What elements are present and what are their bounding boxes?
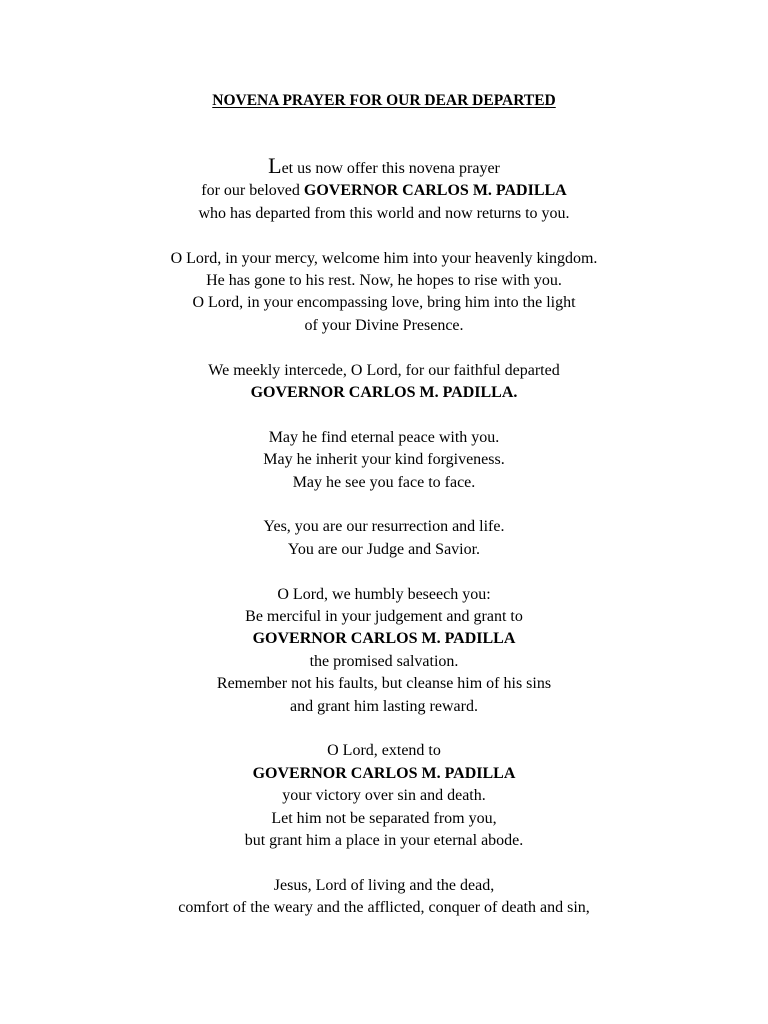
stanza-1-line-2-prefix: for our beloved: [201, 182, 304, 200]
stanza-7-line-1: O Lord, extend to: [327, 742, 441, 760]
stanza-gap: [0, 404, 768, 426]
stanza-6-line-5: Remember not his faults, but cleanse him of his sins: [216, 675, 552, 693]
drop-cap-letter: L: [268, 153, 282, 178]
stanza-gap: [0, 337, 768, 359]
governor-name: GOVERNOR CARLOS M. PADILLA: [303, 182, 567, 200]
stanza-1-line-1: [0, 155, 768, 180]
prayer-body: [0, 155, 768, 920]
stanza-4-line-2: May he inherit your kind forgiveness.: [263, 451, 505, 469]
stanza-gap: [0, 494, 768, 516]
governor-name: GOVERNOR CARLOS M. PADILLA.: [250, 384, 518, 402]
stanza-7-line-4: Let him not be separated from you,: [271, 809, 497, 827]
stanza-2-line-1: O Lord, in your mercy, welcome him into your heavenly kingdom.: [170, 249, 598, 267]
stanza-3-line-1: We meekly intercede, O Lord, for our faithful departed: [208, 361, 560, 379]
document-title: NOVENA PRAYER FOR OUR DEAR DEPARTED: [212, 92, 556, 109]
stanza-2-line-2: He has gone to his rest. Now, he hopes to rise with you.: [206, 272, 562, 290]
stanza-2-line-4: of your Divine Presence.: [304, 316, 464, 334]
stanza-1-line-1-text: et us now offer this novena prayer: [281, 160, 500, 177]
governor-name: GOVERNOR CARLOS M. PADILLA: [252, 630, 516, 648]
governor-name: GOVERNOR CARLOS M. PADILLA: [252, 764, 516, 782]
stanza-8-line-1: Jesus, Lord of living and the dead,: [273, 876, 495, 894]
stanza-6-line-2: Be merciful in your judgement and grant to: [245, 608, 523, 626]
stanza-1-line-3: who has departed from this world and now returns to you.: [198, 204, 570, 222]
stanza-8-line-2: comfort of the weary and the afflicted, conquer of death and sin,: [178, 899, 590, 917]
stanza-gap: [0, 561, 768, 583]
stanza-6-line-6: and grant him lasting reward.: [290, 697, 478, 715]
stanza-4-line-3: May he see you face to face.: [292, 473, 476, 491]
stanza-7-line-5: but grant him a place in your eternal abode.: [244, 832, 524, 850]
stanza-7-line-3: your victory over sin and death.: [282, 787, 486, 805]
stanza-gap: [0, 718, 768, 740]
stanza-gap: [0, 853, 768, 875]
stanza-1-line-2: [0, 180, 768, 202]
stanza-gap: [0, 225, 768, 247]
stanza-5-line-1: Yes, you are our resurrection and life.: [263, 518, 505, 536]
stanza-5-line-2: You are our Judge and Savior.: [287, 540, 481, 558]
stanza-6-line-1: O Lord, we humbly beseech you:: [277, 585, 491, 603]
stanza-4-line-1: May he find eternal peace with you.: [268, 428, 500, 446]
stanza-6-line-4: the promised salvation.: [309, 652, 459, 670]
stanza-2-line-3: O Lord, in your encompassing love, bring him into the light: [192, 294, 576, 312]
